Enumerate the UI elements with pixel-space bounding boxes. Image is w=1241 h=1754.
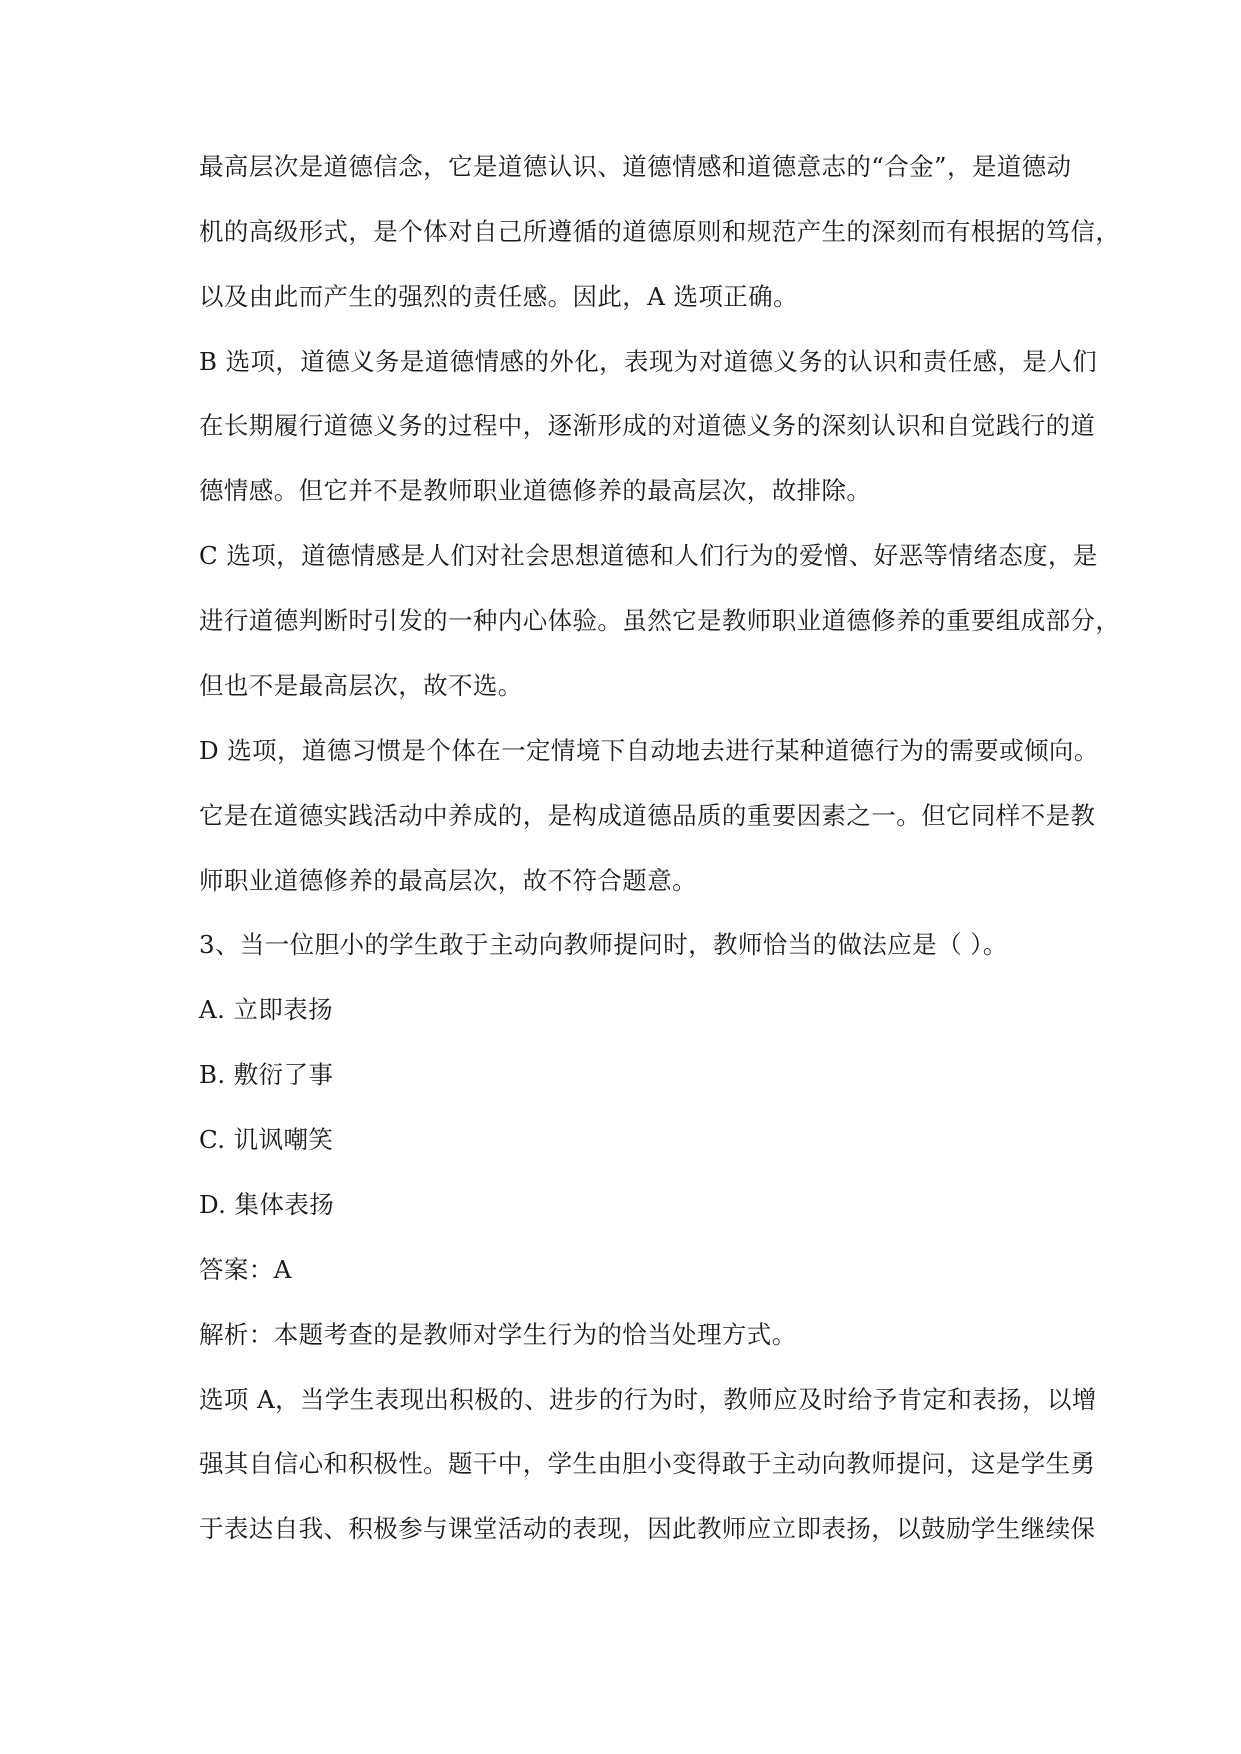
text-line: 选项 A，当学生表现出积极的、进步的行为时，教师应及时给予肯定和表扬，以增 (199, 1385, 1097, 1414)
option-d: D. 集体表扬 (199, 1190, 335, 1219)
text-line: 但也不是最高层次，故不选。 (199, 671, 523, 700)
text-line: C 选项，道德情感是人们对社会思想道德和人们行为的爱憎、好恶等情绪态度，是 (199, 541, 1098, 570)
answer-line: 答案：A (199, 1255, 292, 1284)
text-line: 德情感。但它并不是教师职业道德修养的最高层次，故排除。 (199, 476, 872, 505)
question-heading: 3、当一位胆小的学生敢于主动向教师提问时，教师恰当的做法应是（ ）。 (199, 930, 1008, 959)
option-a: A. 立即表扬 (199, 995, 334, 1024)
analysis-line: 解析：本题考查的是教师对学生行为的恰当处理方式。 (199, 1320, 797, 1349)
text-line: 强其自信心和积极性。题干中，学生由胆小变得敢于主动向教师提问，这是学生勇 (199, 1449, 1096, 1478)
text-line: D 选项，道德习惯是个体在一定情境下自动地去进行某种道德行为的需要或倾向。 (199, 736, 1099, 765)
text-line: 进行道德判断时引发的一种内心体验。虽然它是教师职业道德修养的重要组成部分， (199, 606, 1121, 635)
text-line: 机的高级形式，是个体对自己所遵循的道德原则和规范产生的深刻而有根据的笃信， (199, 217, 1121, 246)
text-line: 师职业道德修养的最高层次，故不符合题意。 (199, 866, 697, 895)
option-b: B. 敷衍了事 (199, 1060, 334, 1089)
option-c: C. 讥讽嘲笑 (199, 1125, 334, 1154)
text-line: 它是在道德实践活动中养成的，是构成道德品质的重要因素之一。但它同样不是教 (199, 801, 1096, 830)
text-line: 最高层次是道德信念，它是道德认识、道德情感和道德意志的“合金”，是道德动 (199, 152, 1072, 181)
text-line: 以及由此而产生的强烈的责任感。因此，A 选项正确。 (199, 282, 798, 311)
text-line: B 选项，道德义务是道德情感的外化，表现为对道德义务的认识和责任感，是人们 (199, 347, 1098, 376)
text-line: 在长期履行道德义务的过程中，逐渐形成的对道德义务的深刻认识和自觉践行的道 (199, 411, 1096, 440)
text-line: 于表达自我、积极参与课堂活动的表现，因此教师应立即表扬，以鼓励学生继续保 (199, 1514, 1096, 1543)
